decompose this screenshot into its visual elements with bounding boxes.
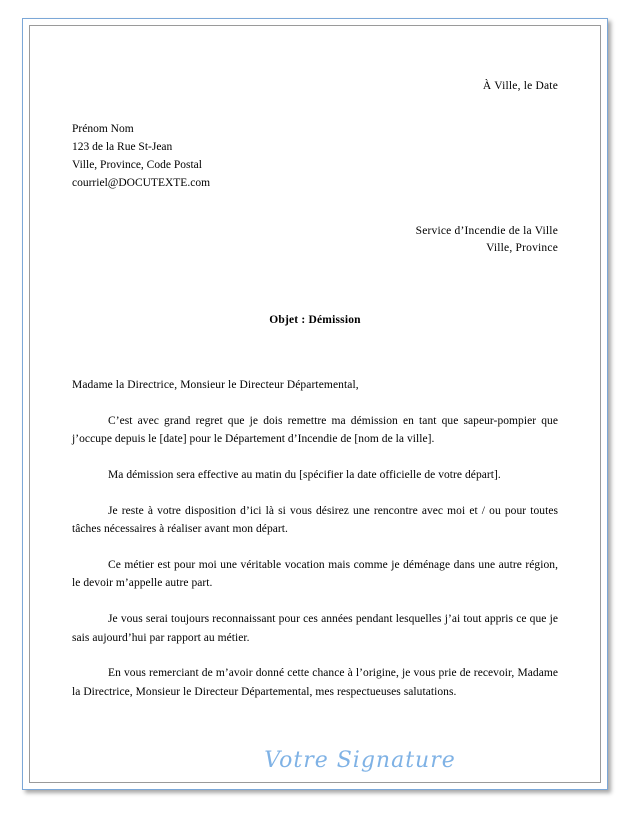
body-paragraph: Je vous serai toujours reconnaissant pour ces années pendant lesquelles j’ai tout appris ce que je sais aujourd’hui par rapport au métier. xyxy=(72,613,558,644)
body-paragraph: C’est avec grand regret que je dois remettre ma démission en tant que sapeur-pompier que j’occupe depuis le [date] pour le Département d’Incendie de [nom de la ville]. xyxy=(72,414,558,446)
recipient-address-block xyxy=(72,223,558,259)
sender-name: Prénom Nom xyxy=(72,123,134,136)
sender-city: Ville, Province, Code Postal xyxy=(72,158,202,171)
recipient-city: Ville, Province xyxy=(486,242,558,255)
signature-text: Votre Signature xyxy=(264,747,456,773)
sender-email: courriel@DOCUTEXTE.com xyxy=(72,176,211,189)
page-outer-border xyxy=(22,18,608,790)
sender-address-block xyxy=(72,121,558,192)
salutation-line: Madame la Directrice, Monsieur le Directeur Départemental, xyxy=(72,379,359,392)
body-paragraph: Je reste à votre disposition d’ici là si vous désirez une rencontre avec moi et / ou pour toutes tâches nécessaires à réaliser avant mon départ. xyxy=(72,504,558,536)
subject-line: Objet : Démission xyxy=(269,314,361,327)
body-paragraph: Ce métier est pour moi une véritable vocation mais comme je déménage dans une autre région, le devoir m’appelle autre part. xyxy=(72,558,558,590)
date-location-line: À Ville, le Date xyxy=(482,80,558,92)
body-paragraph: En vous remerciant de m’avoir donné cette chance à l’origine, je vous prie de recevoir, Madame la Directrice, Monsieur le Directeur Départemental, mes respectueuses salutations. xyxy=(72,667,558,698)
letter-content xyxy=(72,62,558,772)
body-paragraph: Ma démission sera effective au matin du [spécifier la date officielle de votre départ]. xyxy=(108,468,501,481)
recipient-organization: Service d’Incendie de la Ville xyxy=(415,224,558,237)
page-inner-border xyxy=(29,25,601,783)
sender-street: 123 de la Rue St-Jean xyxy=(72,141,173,154)
